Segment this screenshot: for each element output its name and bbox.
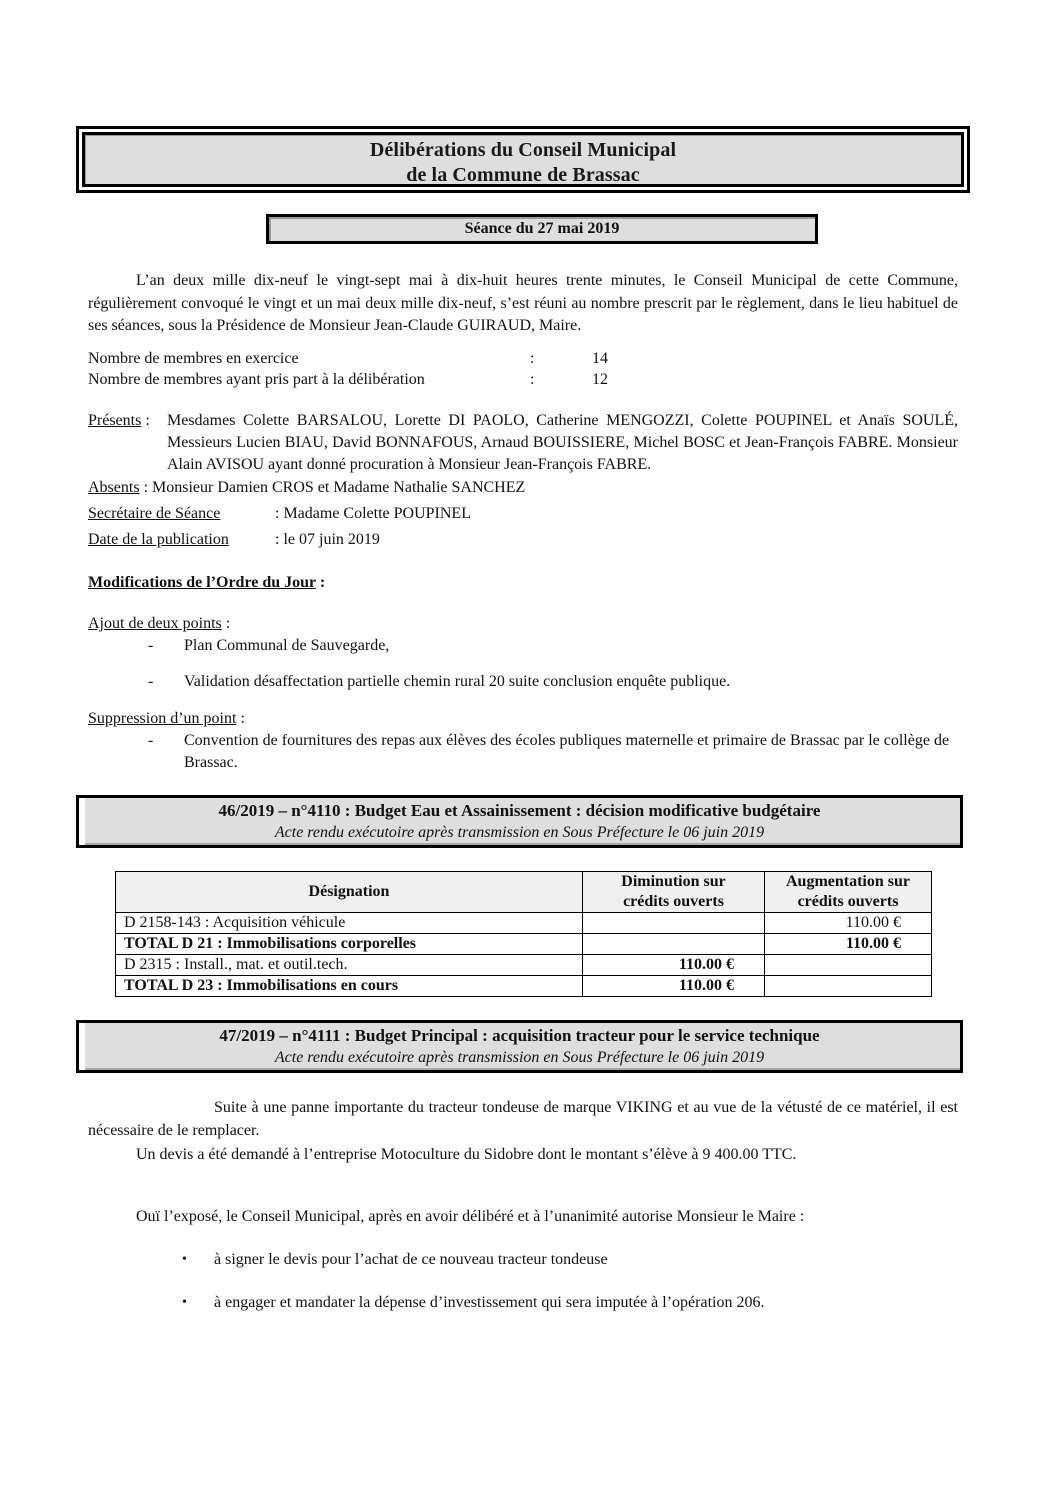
count-label: Nombre de membres ayant pris part à la délibération — [88, 371, 425, 388]
suppression-label: Suppression d’un point — [88, 710, 237, 727]
authorization-text: à signer le devis pour l’achat de ce nouveau tracteur tondeuse — [214, 1251, 608, 1268]
ajout-item-text: Plan Communal de Sauvegarde, — [184, 637, 390, 654]
absents-text: : Monsieur Damien CROS et Madame Nathalie SANCHEZ — [139, 479, 526, 496]
authorization-item — [182, 1249, 882, 1271]
cell-designation: TOTAL D 21 : Immobilisations corporelles — [116, 934, 583, 955]
cell-augmentation: 110.00 € — [765, 913, 932, 934]
count-sep: : — [530, 371, 535, 388]
bullet-icon: • — [182, 1295, 187, 1310]
count-row-exercice — [88, 348, 608, 369]
tracteur-paragraph-2 — [88, 1143, 958, 1166]
count-sep: : — [530, 350, 535, 367]
header-diminution-line2: crédits ouverts — [623, 893, 724, 910]
dash-marker: - — [148, 732, 154, 749]
intro-paragraph — [88, 270, 958, 338]
table-row — [116, 913, 932, 934]
budget-table — [115, 871, 932, 997]
ajout-sep: : — [221, 615, 231, 632]
document-title-line1: Délibérations du Conseil Municipal — [369, 139, 677, 161]
authorization-item — [182, 1292, 882, 1314]
ajout-label: Ajout de deux points — [88, 615, 222, 632]
deliberation-subtitle: Acte rendu exécutoire après transmission en Sous Préfecture le 06 juin 2019 — [274, 824, 765, 841]
document-title-line2: de la Commune de Brassac — [406, 164, 640, 186]
suppression-label-line — [88, 708, 245, 729]
ordre-du-jour-heading — [88, 572, 325, 593]
count-row-deliberation — [88, 369, 608, 390]
suppression-sep: : — [236, 710, 245, 727]
table-row-total — [116, 934, 932, 955]
suppression-item — [148, 730, 958, 774]
document-title-inner — [82, 132, 964, 187]
document-title-box — [76, 126, 970, 193]
table-row — [116, 955, 932, 976]
deliberation-title: 46/2019 – n°4110 : Budget Eau et Assainissement : décision modificative budgétaire — [218, 801, 821, 820]
bullet-icon: • — [182, 1252, 187, 1267]
count-label: Nombre de membres en exercice — [88, 350, 299, 367]
secretaire-label: Secrétaire de Séance — [88, 505, 221, 522]
header-augmentation — [765, 872, 932, 913]
cell-augmentation — [765, 955, 932, 976]
ajout-item-text: Validation désaffectation partielle chemin rural 20 suite conclusion enquête publique. — [184, 673, 731, 690]
tracteur-text-2: Un devis a été demandé à l’entreprise Motoculture du Sidobre dont le montant s’élève à 9 400.00 TTC. — [136, 1146, 797, 1163]
secretaire-text: : Madame Colette POUPINEL — [275, 505, 471, 522]
suppression-item-text: Convention de fournitures des repas aux élèves des écoles publiques maternelle et primaire de Brassac par le collège de Brassac. — [184, 732, 950, 771]
table-header-row — [116, 872, 932, 913]
cell-augmentation: 110.00 € — [765, 934, 932, 955]
cell-diminution: 110.00 € — [583, 976, 765, 997]
cell-designation: D 2315 : Install., mat. et outil.tech. — [116, 955, 583, 976]
publication-label: Date de la publication — [88, 531, 229, 548]
header-augmentation-line1: Augmentation sur — [785, 873, 910, 890]
ordre-du-jour-heading-text: Modifications de l’Ordre du Jour — [88, 574, 316, 591]
publication-line — [88, 529, 380, 550]
deliberation-title: 47/2019 – n°4111 : Budget Principal : acquisition tracteur pour le service technique — [219, 1026, 820, 1045]
ordre-du-jour-heading-sep: : — [315, 574, 326, 591]
cell-diminution — [583, 913, 765, 934]
presents-block — [88, 410, 958, 476]
table-row-total — [116, 976, 932, 997]
tracteur-paragraph-3 — [88, 1206, 958, 1229]
presents-sep: : — [141, 412, 150, 429]
dash-marker: - — [148, 673, 154, 690]
cell-designation: D 2158-143 : Acquisition véhicule — [116, 913, 583, 934]
tracteur-text-3: Ouï l’exposé, le Conseil Municipal, après en avoir délibéré et à l’unanimité autorise Monsieur le Maire : — [136, 1208, 805, 1225]
seance-date-box: Séance du 27 mai 2019 — [266, 214, 818, 244]
header-designation: Désignation — [116, 872, 583, 913]
cell-diminution — [583, 934, 765, 955]
tracteur-text-1: Suite à une panne importante du tracteur tondeuse de marque VIKING et au vue de la vétusté de ce matériel, il est nécessaire de le remplacer. — [88, 1099, 958, 1139]
ajout-label-line — [88, 613, 230, 634]
absents-label: Absents — [88, 479, 140, 496]
deliberation-header-46 — [76, 795, 963, 848]
dash-marker: - — [148, 637, 154, 654]
presents-label: Présents — [88, 412, 142, 429]
count-value: 14 — [592, 350, 608, 367]
secretaire-line — [88, 503, 471, 524]
cell-augmentation — [765, 976, 932, 997]
presents-names: Mesdames Colette BARSALOU, Lorette DI PAOLO, Catherine MENGOZZI, Colette POUPINEL et Anaïs SOULÉ, Messieurs Lucien BIAU, David BONNAFOUS, Arnaud BOUISSIERE, Michel BOSC et Jean-François FABRE. Monsieur Alain AVISOU ayant donné procuration à Monsieur Jean-François FABRE. — [167, 412, 958, 473]
header-diminution — [583, 872, 765, 913]
authorization-text: à engager et mandater la dépense d’investissement qui sera imputée à l’opération 206. — [214, 1294, 765, 1311]
absents-line — [88, 477, 525, 498]
publication-text: : le 07 juin 2019 — [275, 531, 380, 548]
deliberation-subtitle: Acte rendu exécutoire après transmission en Sous Préfecture le 06 juin 2019 — [274, 1049, 765, 1066]
ajout-item — [148, 635, 958, 657]
intro-text: L’an deux mille dix-neuf le vingt-sept mai à dix-huit heures trente minutes, le Conseil Municipal de cette Commune, régulièrement convoqué le vingt et un mai deux mille dix-neuf, s’est réuni au nombre prescrit par le règlement, dans le lieu habituel de ses séances, sous la Présidence de Monsieur Jean-Claude GUIRAUD, Maire. — [88, 272, 958, 334]
cell-designation: TOTAL D 23 : Immobilisations en cours — [116, 976, 583, 997]
header-augmentation-line2: crédits ouverts — [797, 893, 899, 910]
count-value: 12 — [592, 371, 608, 388]
cell-diminution: 110.00 € — [583, 955, 765, 976]
deliberation-header-47 — [76, 1020, 963, 1073]
ajout-item — [148, 671, 958, 693]
header-diminution-line1: Diminution sur — [621, 873, 726, 890]
tracteur-paragraph-1 — [88, 1096, 958, 1142]
